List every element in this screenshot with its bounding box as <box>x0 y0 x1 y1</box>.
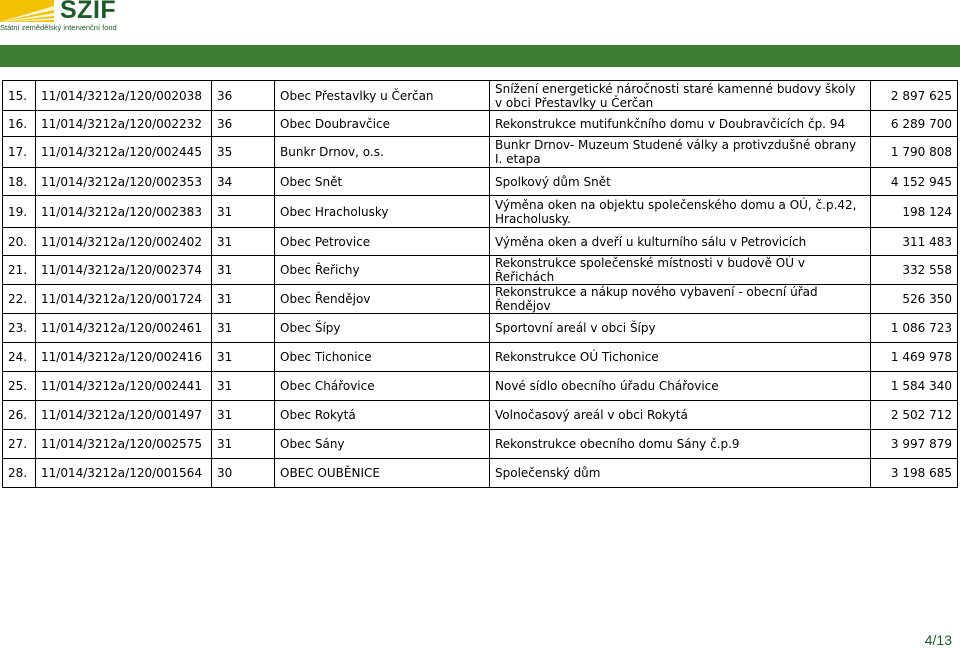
amount: 3 198 685 <box>871 459 958 488</box>
amount: 2 897 625 <box>871 81 958 111</box>
registration-number: 11/014/3212a/120/002232 <box>36 111 212 137</box>
row-number: 26. <box>3 401 36 430</box>
registration-number: 11/014/3212a/120/002383 <box>36 196 212 228</box>
row-number: 28. <box>3 459 36 488</box>
amount: 332 558 <box>871 256 958 285</box>
score: 35 <box>212 137 275 168</box>
logo-subtitle: Státní zemědělský intervenční fond <box>0 23 117 32</box>
header-bar <box>0 45 960 67</box>
score: 31 <box>212 372 275 401</box>
table-row <box>3 430 958 459</box>
project-name: Rekonstrukce OÚ Tichonice <box>490 343 871 372</box>
row-number: 18. <box>3 168 36 196</box>
table-row <box>3 314 958 343</box>
table-row <box>3 111 958 137</box>
project-name: Rekonstrukce společenské místnosti v budově OÚ v Řeřichách <box>490 256 871 285</box>
project-name: Nové sídlo obecního úřadu Chářovice <box>490 372 871 401</box>
registration-number: 11/014/3212a/120/002402 <box>36 228 212 256</box>
project-name: Rekonstrukce obecního domu Sány č.p.9 <box>490 430 871 459</box>
project-name: Snížení energetické náročnosti staré kamenné budovy školy v obci Přestavlky u Čerčan <box>490 81 871 111</box>
applicant-name: Obec Petrovice <box>275 228 490 256</box>
project-name: Bunkr Drnov- Muzeum Studené války a protivzdušné obrany I. etapa <box>490 137 871 168</box>
applicant-name: Obec Přestavlky u Čerčan <box>275 81 490 111</box>
table-row <box>3 459 958 488</box>
applicant-name: Obec Tichonice <box>275 343 490 372</box>
table-row <box>3 256 958 285</box>
registration-number: 11/014/3212a/120/002353 <box>36 168 212 196</box>
logo-mark-icon <box>0 0 54 22</box>
applicant-name: Obec Řeřichy <box>275 256 490 285</box>
amount: 1 469 978 <box>871 343 958 372</box>
score: 34 <box>212 168 275 196</box>
table-row <box>3 168 958 196</box>
applicant-name: Obec Řendějov <box>275 285 490 314</box>
project-name: Rekonstrukce mutifunkčního domu v Doubravčicích čp. 94 <box>490 111 871 137</box>
table-row <box>3 81 958 111</box>
row-number: 21. <box>3 256 36 285</box>
score: 36 <box>212 111 275 137</box>
row-number: 20. <box>3 228 36 256</box>
amount: 1 086 723 <box>871 314 958 343</box>
registration-number: 11/014/3212a/120/002575 <box>36 430 212 459</box>
amount: 526 350 <box>871 285 958 314</box>
applicant-name: Obec Chářovice <box>275 372 490 401</box>
applicant-name: Obec Šípy <box>275 314 490 343</box>
amount: 4 152 945 <box>871 168 958 196</box>
score: 31 <box>212 196 275 228</box>
applicant-name: Bunkr Drnov, o.s. <box>275 137 490 168</box>
applicant-name: Obec Hracholusky <box>275 196 490 228</box>
project-name: Rekonstrukce a nákup nového vybavení - obecní úřad Řendějov <box>490 285 871 314</box>
amount: 1 790 808 <box>871 137 958 168</box>
projects-table <box>2 80 958 488</box>
score: 31 <box>212 256 275 285</box>
row-number: 23. <box>3 314 36 343</box>
row-number: 19. <box>3 196 36 228</box>
amount: 1 584 340 <box>871 372 958 401</box>
table-row <box>3 228 958 256</box>
project-name: Společenský dům <box>490 459 871 488</box>
registration-number: 11/014/3212a/120/001564 <box>36 459 212 488</box>
registration-number: 11/014/3212a/120/002445 <box>36 137 212 168</box>
amount: 3 997 879 <box>871 430 958 459</box>
applicant-name: Obec Doubravčice <box>275 111 490 137</box>
row-number: 22. <box>3 285 36 314</box>
amount: 2 502 712 <box>871 401 958 430</box>
score: 31 <box>212 228 275 256</box>
registration-number: 11/014/3212a/120/001724 <box>36 285 212 314</box>
table-row <box>3 137 958 168</box>
applicant-name: Obec Rokytá <box>275 401 490 430</box>
table-row <box>3 343 958 372</box>
row-number: 24. <box>3 343 36 372</box>
registration-number: 11/014/3212a/120/002461 <box>36 314 212 343</box>
project-name: Sportovní areál v obci Šípy <box>490 314 871 343</box>
amount: 198 124 <box>871 196 958 228</box>
score: 31 <box>212 285 275 314</box>
amount: 6 289 700 <box>871 111 958 137</box>
registration-number: 11/014/3212a/120/002441 <box>36 372 212 401</box>
logo-text: SZIF <box>60 0 117 24</box>
project-name: Výměna oken a dveří u kulturního sálu v Petrovicích <box>490 228 871 256</box>
row-number: 17. <box>3 137 36 168</box>
score: 36 <box>212 81 275 111</box>
score: 30 <box>212 459 275 488</box>
score: 31 <box>212 401 275 430</box>
score: 31 <box>212 314 275 343</box>
registration-number: 11/014/3212a/120/002038 <box>36 81 212 111</box>
row-number: 16. <box>3 111 36 137</box>
registration-number: 11/014/3212a/120/001497 <box>36 401 212 430</box>
amount: 311 483 <box>871 228 958 256</box>
table-row <box>3 401 958 430</box>
project-name: Volnočasový areál v obci Rokytá <box>490 401 871 430</box>
row-number: 27. <box>3 430 36 459</box>
registration-number: 11/014/3212a/120/002374 <box>36 256 212 285</box>
project-name: Spolkový dům Snět <box>490 168 871 196</box>
score: 31 <box>212 430 275 459</box>
project-name: Výměna oken na objektu společenského domu a OÚ, č.p.42, Hracholusky. <box>490 196 871 228</box>
applicant-name: Obec Snět <box>275 168 490 196</box>
table-row <box>3 372 958 401</box>
registration-number: 11/014/3212a/120/002416 <box>36 343 212 372</box>
page-number: 4/13 <box>924 632 952 648</box>
table-row <box>3 285 958 314</box>
score: 31 <box>212 343 275 372</box>
applicant-name: Obec Sány <box>275 430 490 459</box>
applicant-name: OBEC OUBĚNICE <box>275 459 490 488</box>
table-row <box>3 196 958 228</box>
row-number: 25. <box>3 372 36 401</box>
row-number: 15. <box>3 81 36 111</box>
szif-logo <box>0 0 120 32</box>
